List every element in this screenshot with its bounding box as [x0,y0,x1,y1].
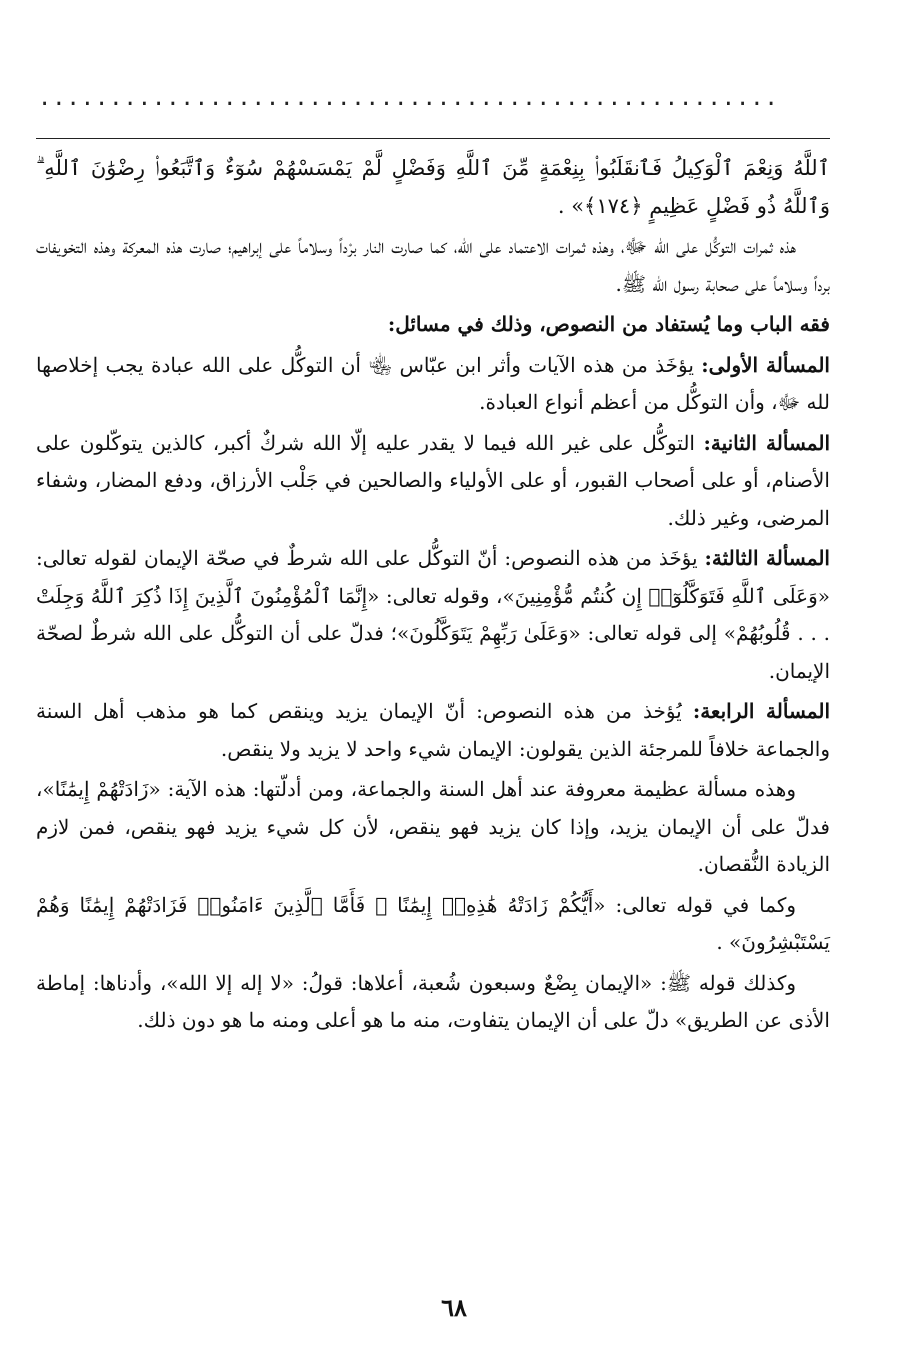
issue-first [36,347,830,422]
issue-second [36,425,830,538]
issue-fourth [36,693,830,768]
footnote-separator-dots: .................................................... [38,86,779,111]
paragraph [36,771,830,884]
issue-heading: المسألة الرابعة: [692,699,830,723]
issue-text: يؤخَذ من هذه النصوص: أنّ التوكُّل على الله شرطٌ في صحّة الإيمان لقوله تعالى: «وَعَلَى ٱللَّهِ فَتَوَكَّلُوٓا۟ إِن كُنتُم مُّؤْمِنِينَ»، وقوله تعالى: «إِنَّمَا ٱلْمُؤْمِنُونَ ٱلَّذِينَ إِذَا ذُكِرَ ٱللَّهُ وَجِلَتْ . . . قُلُوبُهُمْ» إلى قوله تعالى: «وَعَلَىٰ رَبِّهِمْ يَتَوَكَّلُونَ»؛ فدلّ على أن التوكُّل على الله شرطٌ لصحّة الإيمان. [36,546,831,683]
paragraph-text: وهذه مسألة عظيمة معروفة عند أهل السنة والجماعة، ومن أدلّتها: هذه الآية: «زَادَتْهُمْ إِيمَٰنًا»، فدلّ على أن الإيمان يزيد، وإذا كان يزيد فهو ينقص، لأن كل شيء يزيد فهو ينقص، فمن لازم الزيادة النُّقصان. [36,777,830,876]
quran-verse-continuation [36,150,830,225]
paragraph-text: هذه ثمرات التوكُّل على الله ﷻ، وهذه ثمرات الاعتماد على الله، كما صارت النار برْداً وسلاماً على إبراهيم؛ صارت هذه المعركة وهذه التخويفات برداً وسلاماً على صحابة رسول الله ﷺ. [36,234,830,296]
issue-text: التوكُّل على غير الله فيما لا يقدر عليه إلّا الله شركٌ أكبر، كالذين يتوكّلون على الأصنام، أو على أصحاب القبور، أو على الأولياء والصالحين في جَلْب الأرزاق، ودفع المضار، وشفاء المرضى، وغير ذلك. [36,430,830,530]
issue-text: يُؤخذ من هذه النصوص: أنّ الإيمان يزيد وينقص كما هو مذهب أهل السنة والجماعة خلافاً للمرجئة الذين يقولون: الإيمان شيء واحد لا يزيد ولا ينقص. [36,699,830,761]
horizontal-rule [36,138,830,139]
paragraph-text: وكذلك قوله ﷺ: «الإيمان بِضْعٌ وسبعون شُعبة، أعلاها: قولُ: «لا إله إلا الله»، وأدناها: إماطة الأذى عن الطريق» دلّ على أن الإيمان يتفاوت، منه ما هو أعلى ومنه ما هو دون ذلك. [36,970,830,1032]
issue-heading: المسألة الثانية: [703,430,830,455]
heading-text: فقه الباب وما يُستفاد من النصوص، وذلك في مسائل: [387,312,830,336]
issue-heading: المسألة الثالثة: [704,546,830,570]
section-heading [36,306,830,344]
paragraph [36,965,830,1040]
page-number: ٦٨ [441,1293,467,1322]
paragraph-text: ٱللَّهُ وَنِعْمَ ٱلْوَكِيلُ فَٱنقَلَبُوا۟ بِنِعْمَةٍ مِّنَ ٱللَّهِ وَفَضْلٍ لَّمْ يَمْسَسْهُمْ سُوٓءٌ وَٱتَّبَعُوا۟ رِضْوَٰنَ ٱللَّهِ ۗ وَٱللَّهُ ذُو فَضْلٍ عَظِيمٍ ﴿١٧٤﴾» . [36,156,830,218]
issue-third [36,540,830,690]
body-text [36,150,830,1043]
issue-heading: المسألة الأولى: [701,352,830,377]
paragraph [36,887,830,962]
paragraph-text: وكما في قوله تعالى: «أَيُّكُمْ زَادَتْهُ هَٰذِهِۦٓ إِيمَٰنًا ۚ فَأَمَّا ٱلَّذِينَ ءَامَنُوا۟ فَزَادَتْهُمْ إِيمَٰنًا وَهُمْ يَسْتَبْشِرُونَ» . [36,892,830,954]
issue-text: يؤخَذ من هذه الآيات وأثر ابن عبّاس ﵄ أن التوكُّل على الله عبادة يجب إخلاصها لله ﷻ، وأن التوكُّل من أعظم أنواع العبادة. [36,352,830,414]
paragraph [36,228,830,303]
